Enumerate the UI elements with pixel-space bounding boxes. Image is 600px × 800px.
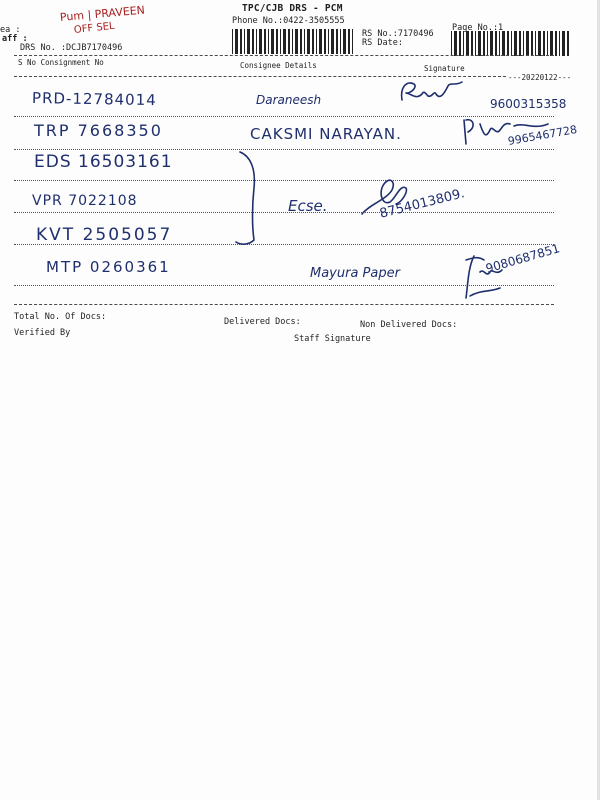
barcode-bar: [328, 29, 329, 54]
barcode-right: [451, 31, 571, 56]
barcode-bar: [451, 31, 452, 56]
barcode-bar: [247, 29, 250, 54]
barcode-bar: [348, 29, 350, 54]
barcode-bar: [567, 31, 569, 56]
barcode-bar: [547, 31, 548, 56]
barcode-bar: [466, 31, 469, 56]
rs-date: RS Date:: [362, 38, 403, 48]
barcode-bar: [244, 29, 245, 54]
barcode-bar: [343, 29, 346, 54]
barcode-bar: [543, 31, 545, 56]
entry-consignee-4: Ecse.: [288, 197, 328, 215]
barcode-bar: [340, 29, 341, 54]
column-header-consignee: Consignee Details: [240, 61, 317, 70]
staff-label: aff :: [2, 34, 28, 44]
area-label: ea :: [0, 25, 21, 35]
row-rule: [14, 149, 554, 150]
barcode-bar: [562, 31, 565, 56]
barcode-bar: [312, 29, 314, 54]
barcode-bar: [475, 31, 476, 56]
barcode-bar: [531, 31, 533, 56]
entry-consignee-1: Daraneesh: [256, 93, 322, 107]
barcode-bar: [502, 31, 505, 56]
barcode-bar: [454, 31, 457, 56]
barcode-bar: [252, 29, 254, 54]
signature-row-1: [396, 76, 466, 106]
barcode-bar: [519, 31, 521, 56]
entry-consignee-6: Mayura Paper: [310, 266, 400, 281]
barcode-bar: [331, 29, 334, 54]
header-rule-top: [14, 55, 554, 56]
handwritten-area-staff-line2: OFF SEL: [73, 20, 116, 36]
non-delivered-docs-label: Non Delivered Docs:: [360, 320, 458, 330]
barcode-bar: [324, 29, 326, 54]
barcode-bar: [276, 29, 278, 54]
entry-phone-6: 9080687851: [484, 241, 562, 276]
barcode-bar: [463, 31, 464, 56]
barcode-bar: [555, 31, 557, 56]
entry-consignment-1: PRD-12784014: [31, 89, 157, 110]
row-rule: [14, 180, 554, 181]
barcode-bar: [538, 31, 541, 56]
barcode-bar: [283, 29, 286, 54]
rs-number: RS No.:7170496: [362, 29, 434, 39]
barcode-bar: [304, 29, 305, 54]
barcode-bar: [526, 31, 529, 56]
phone-number: Phone No.:0422-3505555: [232, 16, 345, 26]
barcode-bar: [478, 31, 481, 56]
barcode-bar: [256, 29, 257, 54]
barcode-bar: [240, 29, 242, 54]
row-rule: [14, 212, 554, 213]
barcode-bar: [459, 31, 461, 56]
barcode-bar: [490, 31, 493, 56]
barcode-bar: [300, 29, 302, 54]
barcode-bar: [550, 31, 553, 56]
barcode-bar: [507, 31, 509, 56]
barcode-bar: [232, 29, 233, 54]
barcode-bar: [495, 31, 497, 56]
entry-consignment-3: EDS 16503161: [34, 152, 173, 172]
barcode-bar: [514, 31, 517, 56]
total-docs-label: Total No. Of Docs:: [14, 312, 107, 322]
barcode-bar: [319, 29, 322, 54]
entry-consignment-5: KVT 2505057: [36, 225, 173, 245]
barcode-bar: [559, 31, 560, 56]
barcode-bar: [535, 31, 536, 56]
barcode-bar: [471, 31, 473, 56]
verified-by-label: Verified By: [14, 328, 71, 338]
barcode-bar: [292, 29, 293, 54]
barcode-bar: [523, 31, 524, 56]
barcode-bar: [352, 29, 353, 54]
date-stamp: ---20220122---: [508, 73, 572, 82]
barcode-bar: [235, 29, 238, 54]
staff-signature-label: Staff Signature: [294, 334, 371, 344]
column-header-signature: Signature: [424, 64, 465, 73]
page-number: Page No.:1: [452, 23, 504, 33]
handwritten-area-staff-line1: Pum | PRAVEEN: [59, 3, 146, 24]
entry-phone-2: 9965467728: [506, 122, 579, 148]
entry-consignment-6: MTP 0260361: [46, 258, 171, 276]
footer-rule: [14, 304, 554, 305]
barcode-bar: [288, 29, 290, 54]
barcode-bar: [499, 31, 500, 56]
barcode-bar: [316, 29, 317, 54]
barcode-bar: [280, 29, 281, 54]
bracket-mark-rows-3-5: [234, 148, 270, 248]
barcode-bar: [511, 31, 512, 56]
barcode-bar: [268, 29, 269, 54]
drs-number: DRS No. :DCJB7170496: [20, 43, 123, 53]
barcode-bar: [259, 29, 262, 54]
barcode-bar: [264, 29, 266, 54]
barcode-bar: [336, 29, 338, 54]
entry-phone-1: 9600315358: [490, 97, 567, 111]
entry-consignee-2: CAKSMI NARAYAN.: [250, 125, 402, 143]
document-title: TPC/CJB DRS - PCM: [242, 3, 343, 14]
barcode-bar: [307, 29, 310, 54]
barcode-bar: [487, 31, 488, 56]
delivered-docs-label: Delivered Docs:: [224, 317, 301, 327]
column-header-consignment: S No Consignment No: [18, 58, 104, 67]
entry-phone-4: 8754013809.: [378, 186, 467, 222]
barcode-bar: [295, 29, 298, 54]
barcode-left: [232, 29, 356, 54]
barcode-bar: [271, 29, 274, 54]
entry-consignment-2: TRP 7668350: [34, 121, 163, 140]
barcode-bar: [483, 31, 485, 56]
entry-consignment-4: VPR 7022108: [32, 193, 138, 209]
